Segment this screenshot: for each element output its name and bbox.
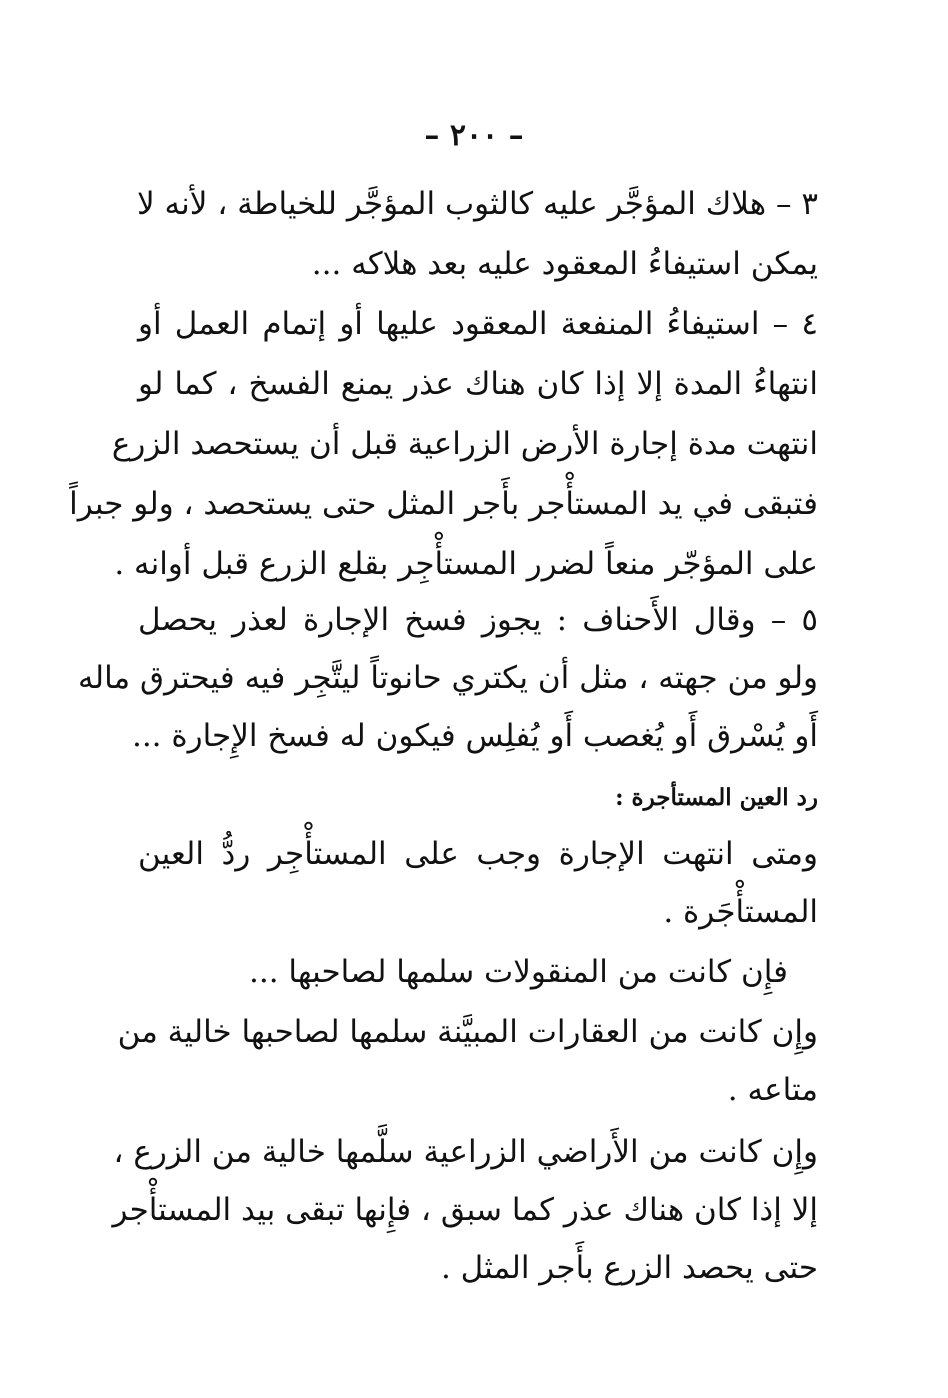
text-line: على المؤجّر منعاً لضرر المستأْجِر بقلع الزرع قبل أوانه . [114,546,818,582]
text-line: انتهاءُ المدة إلا إذا كان هناك عذر يمنع الفسخ ، كما لو [138,366,818,402]
text-line: وإِن كانت من الأَراضي الزراعية سلَّمها خالية من الزرع ، [113,1134,818,1170]
text-line: يمكن استيفاءُ المعقود عليه بعد هلاكه ... [311,246,818,282]
text-line: متاعه . [727,1072,818,1108]
text-line: ومتى انتهت الإجارة وجب على المستأْجِر ردُّ العين [138,836,818,872]
text-line: فتبقى في يد المستأْجر بأَجر المثل حتى يستحصد ، ولو جبراً [69,486,818,522]
text-line: فإِن كانت من المنقولات سلمها لصاحبها ... [248,954,788,990]
text-line: انتهت مدة إجارة الأرض الزراعية قبل أن يستحصد الزرع [111,426,818,462]
text-line: حتى يحصد الزرع بأَجر المثل . [440,1250,818,1286]
text-line: ٤ – استيفاءُ المنفعة المعقود عليها أو إتمام العمل أو [138,306,818,342]
text-line: إلا إذا كان هناك عذر كما سبق ، فإِنها تبقى بيد المستأْجر [112,1192,818,1228]
text-line: وإِن كانت من العقارات المبيَّنة سلمها لصاحبها خالية من [117,1014,818,1050]
text-line: أَو يُسْرق أَو يُغصب أَو يُفلِس فيكون له فسخ الإِجارة ... [131,718,818,754]
page-number: – ٢٠٠ – [424,118,524,153]
text-line: ولو من جهته ، مثل أن يكتري حانوتاً ليتَّجِر فيه فيحترق ماله [78,660,818,696]
section-heading: رد العين المستأجرة : [615,784,818,811]
text-line: ٥ – وقال الأَحناف : يجوز فسخ الإجارة لعذر يحصل [138,602,818,638]
text-line: ٣ – هلاك المؤجَّر عليه كالثوب المؤجَّر للخياطة ، لأنه لا [137,186,818,222]
text-line: المستأْجَرة . [663,894,818,930]
